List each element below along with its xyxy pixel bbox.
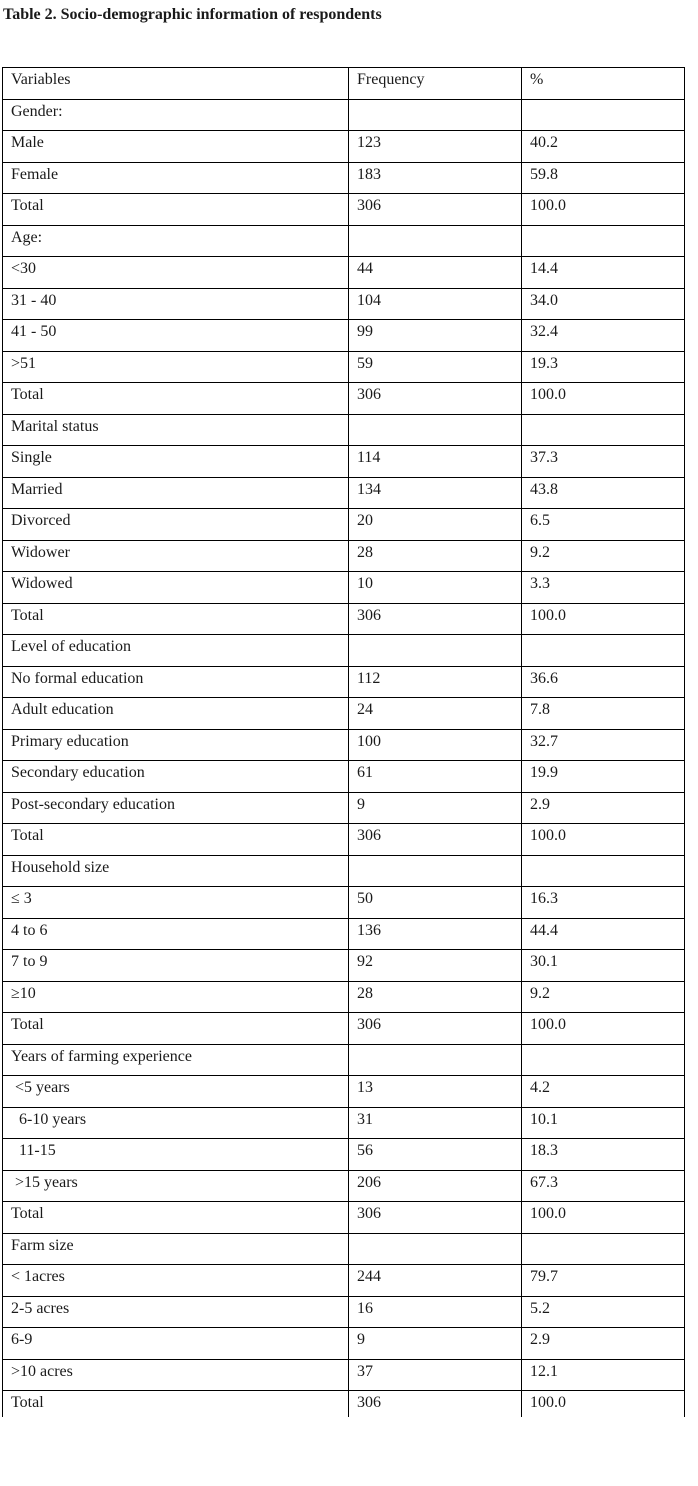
cell-percent: 32.7 <box>522 729 685 761</box>
table-row <box>3 477 685 509</box>
cell-variable: <5 years <box>3 1076 349 1108</box>
cell-variable: Single <box>3 446 349 478</box>
cell-frequency: 183 <box>349 162 522 194</box>
cell-variable: Total <box>3 603 349 635</box>
cell-percent <box>522 225 685 257</box>
cell-variable: Widower <box>3 540 349 572</box>
cell-percent <box>522 99 685 131</box>
table-row <box>3 131 685 163</box>
cell-variable: >10 acres <box>3 1359 349 1391</box>
cell-frequency: 306 <box>349 1202 522 1234</box>
cell-percent: 3.3 <box>522 572 685 604</box>
cell-frequency: 10 <box>349 572 522 604</box>
table-section-row <box>3 225 685 257</box>
cell-variable: Male <box>3 131 349 163</box>
table-row <box>3 950 685 982</box>
cell-percent: 100.0 <box>522 1391 685 1417</box>
header-cell-variables: Variables <box>3 68 349 100</box>
cell-variable: ≤ 3 <box>3 887 349 919</box>
table-row <box>3 288 685 320</box>
table-row <box>3 1202 685 1234</box>
table-row <box>3 320 685 352</box>
cell-percent: 2.9 <box>522 792 685 824</box>
table-section-row <box>3 855 685 887</box>
cell-variable: Total <box>3 1013 349 1045</box>
table-row <box>3 698 685 730</box>
cell-frequency: 20 <box>349 509 522 541</box>
table-body <box>3 68 685 1417</box>
table-section-row <box>3 99 685 131</box>
cell-variable: 41 - 50 <box>3 320 349 352</box>
cell-percent: 14.4 <box>522 257 685 289</box>
cell-percent: 37.3 <box>522 446 685 478</box>
cell-percent: 100.0 <box>522 1013 685 1045</box>
cell-frequency: 56 <box>349 1139 522 1171</box>
cell-frequency: 9 <box>349 792 522 824</box>
cell-percent: 19.3 <box>522 351 685 383</box>
table-row <box>3 1296 685 1328</box>
cell-frequency: 104 <box>349 288 522 320</box>
table-row <box>3 666 685 698</box>
cell-variable: 6-10 years <box>3 1107 349 1139</box>
cell-percent: 32.4 <box>522 320 685 352</box>
cell-variable: Total <box>3 194 349 226</box>
cell-percent <box>522 1044 685 1076</box>
cell-percent: 6.5 <box>522 509 685 541</box>
cell-frequency <box>349 99 522 131</box>
table-row <box>3 792 685 824</box>
cell-frequency: 134 <box>349 477 522 509</box>
table-row <box>3 1265 685 1297</box>
cell-percent: 16.3 <box>522 887 685 919</box>
cell-percent <box>522 635 685 667</box>
cell-frequency: 100 <box>349 729 522 761</box>
cell-variable: 4 to 6 <box>3 918 349 950</box>
cell-frequency: 61 <box>349 761 522 793</box>
cell-frequency: 16 <box>349 1296 522 1328</box>
cell-variable: 7 to 9 <box>3 950 349 982</box>
cell-variable: 11-15 <box>3 1139 349 1171</box>
cell-variable: Household size <box>3 855 349 887</box>
cell-variable: >51 <box>3 351 349 383</box>
table-row <box>3 761 685 793</box>
cell-frequency: 31 <box>349 1107 522 1139</box>
cell-frequency: 112 <box>349 666 522 698</box>
table-caption: Table 2. Socio-demographic information of respondents <box>3 6 382 23</box>
cell-percent: 79.7 <box>522 1265 685 1297</box>
cell-percent: 9.2 <box>522 540 685 572</box>
cell-variable: Widowed <box>3 572 349 604</box>
cell-percent <box>522 855 685 887</box>
cell-percent: 18.3 <box>522 1139 685 1171</box>
cell-variable: Age: <box>3 225 349 257</box>
cell-percent: 43.8 <box>522 477 685 509</box>
cell-variable: Farm size <box>3 1233 349 1265</box>
table-row <box>3 162 685 194</box>
header-cell-frequency: Frequency <box>349 68 522 100</box>
cell-variable: Total <box>3 824 349 856</box>
cell-variable: 2-5 acres <box>3 1296 349 1328</box>
cell-frequency: 13 <box>349 1076 522 1108</box>
table-row <box>3 1328 685 1360</box>
cell-variable: Married <box>3 477 349 509</box>
table-row <box>3 1076 685 1108</box>
table-section-row <box>3 635 685 667</box>
cell-variable: Post-secondary education <box>3 792 349 824</box>
table-row <box>3 1170 685 1202</box>
table-row <box>3 1139 685 1171</box>
cell-percent: 67.3 <box>522 1170 685 1202</box>
table-row <box>3 509 685 541</box>
table-row <box>3 887 685 919</box>
cell-percent: 34.0 <box>522 288 685 320</box>
cell-percent: 4.2 <box>522 1076 685 1108</box>
cell-frequency: 50 <box>349 887 522 919</box>
cell-variable: Divorced <box>3 509 349 541</box>
cell-variable: No formal education <box>3 666 349 698</box>
cell-frequency: 244 <box>349 1265 522 1297</box>
table-row <box>3 194 685 226</box>
cell-frequency: 59 <box>349 351 522 383</box>
cell-variable: ≥10 <box>3 981 349 1013</box>
cell-frequency: 306 <box>349 383 522 415</box>
cell-frequency <box>349 414 522 446</box>
cell-frequency: 306 <box>349 824 522 856</box>
cell-variable: Level of education <box>3 635 349 667</box>
cell-variable: Years of farming experience <box>3 1044 349 1076</box>
table-row <box>3 918 685 950</box>
cell-frequency <box>349 225 522 257</box>
cell-variable: Adult education <box>3 698 349 730</box>
cell-frequency <box>349 635 522 667</box>
cell-frequency: 206 <box>349 1170 522 1202</box>
socio-demographic-table <box>2 67 685 1417</box>
table-row <box>3 383 685 415</box>
cell-percent: 100.0 <box>522 824 685 856</box>
cell-percent: 2.9 <box>522 1328 685 1360</box>
cell-variable: Total <box>3 383 349 415</box>
cell-percent <box>522 414 685 446</box>
cell-percent: 36.6 <box>522 666 685 698</box>
table-row <box>3 351 685 383</box>
cell-variable: >15 years <box>3 1170 349 1202</box>
cell-percent: 9.2 <box>522 981 685 1013</box>
table-row <box>3 981 685 1013</box>
cell-frequency: 99 <box>349 320 522 352</box>
cell-percent: 100.0 <box>522 603 685 635</box>
cell-variable: <30 <box>3 257 349 289</box>
cell-frequency: 306 <box>349 1391 522 1417</box>
table-row <box>3 824 685 856</box>
cell-frequency: 114 <box>349 446 522 478</box>
cell-variable: Primary education <box>3 729 349 761</box>
table-row <box>3 446 685 478</box>
cell-frequency <box>349 1044 522 1076</box>
table-row <box>3 257 685 289</box>
cell-variable: 31 - 40 <box>3 288 349 320</box>
cell-frequency <box>349 1233 522 1265</box>
cell-variable: Secondary education <box>3 761 349 793</box>
table-row <box>3 1107 685 1139</box>
cell-frequency: 44 <box>349 257 522 289</box>
cell-frequency <box>349 855 522 887</box>
cell-frequency: 306 <box>349 194 522 226</box>
cell-frequency: 24 <box>349 698 522 730</box>
cell-frequency: 306 <box>349 1013 522 1045</box>
table-row <box>3 603 685 635</box>
cell-percent: 59.8 <box>522 162 685 194</box>
table-row <box>3 540 685 572</box>
cell-frequency: 123 <box>349 131 522 163</box>
cell-percent: 100.0 <box>522 1202 685 1234</box>
table-row <box>3 572 685 604</box>
cell-variable: Total <box>3 1202 349 1234</box>
table-section-row <box>3 1233 685 1265</box>
cell-variable: Marital status <box>3 414 349 446</box>
cell-variable: 6-9 <box>3 1328 349 1360</box>
cell-percent: 100.0 <box>522 383 685 415</box>
cell-frequency: 306 <box>349 603 522 635</box>
cell-percent: 10.1 <box>522 1107 685 1139</box>
cell-percent: 30.1 <box>522 950 685 982</box>
table-header-row <box>3 68 685 100</box>
cell-frequency: 92 <box>349 950 522 982</box>
table-row <box>3 1013 685 1045</box>
cell-percent: 19.9 <box>522 761 685 793</box>
cell-frequency: 28 <box>349 981 522 1013</box>
cell-percent: 44.4 <box>522 918 685 950</box>
cell-frequency: 28 <box>349 540 522 572</box>
table-section-row <box>3 1044 685 1076</box>
cell-variable: Total <box>3 1391 349 1417</box>
cell-variable: < 1acres <box>3 1265 349 1297</box>
cell-variable: Gender: <box>3 99 349 131</box>
cell-percent <box>522 1233 685 1265</box>
cell-frequency: 136 <box>349 918 522 950</box>
table-section-row <box>3 414 685 446</box>
table-row <box>3 729 685 761</box>
cell-percent: 40.2 <box>522 131 685 163</box>
cell-frequency: 9 <box>349 1328 522 1360</box>
cell-percent: 7.8 <box>522 698 685 730</box>
table-row <box>3 1391 685 1417</box>
cell-percent: 100.0 <box>522 194 685 226</box>
cell-percent: 12.1 <box>522 1359 685 1391</box>
cell-variable: Female <box>3 162 349 194</box>
header-cell-percent: % <box>522 68 685 100</box>
cell-percent: 5.2 <box>522 1296 685 1328</box>
table-row <box>3 1359 685 1391</box>
cell-frequency: 37 <box>349 1359 522 1391</box>
